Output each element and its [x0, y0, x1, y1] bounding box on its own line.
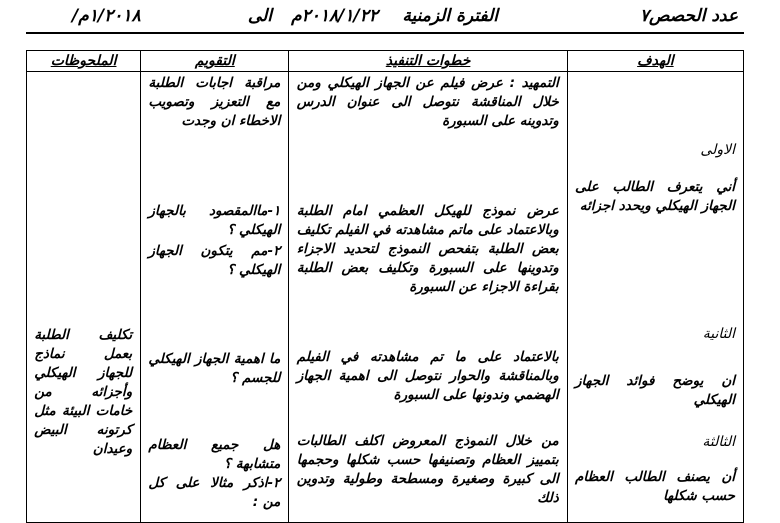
period-end: /١/٢٠١٨م — [72, 6, 141, 26]
eval-q1: ١-ماالمقصود بالجهاز الهيكلي ؟ — [148, 203, 281, 238]
period-start: ٢٠١٨/١/٢٢م — [291, 6, 378, 26]
goal-second-text: ان يوضح فوائد الجهاز الهيكلي — [575, 373, 735, 408]
table-row — [27, 72, 744, 523]
lesson-plan-table — [26, 50, 744, 523]
goal-first-label: الاولى — [700, 142, 735, 158]
step-benefits: بالاعتماد على ما تم مشاهدته في الفيلم وبالمناقشة والحوار نتوصل الى اهمية الجهاز الهضمي وندونها على السبورة — [296, 349, 559, 403]
goal-third-text: أن يصنف الطالب العظام حسب شكلها — [575, 469, 735, 504]
goal-cell — [567, 72, 743, 523]
eval-q4: هل جميع العظام متشابهة ؟ — [148, 437, 281, 472]
sessions-count: عدد الحصص٧ — [639, 6, 738, 26]
step-classify: من خلال النموذج المعروض اكلف الطالبات بتمييز العظام وتصنيفها حسب شكلها وحجمها الى كبيرة وصغيرة ومسطحة وطولية وتدوين ذلك — [296, 433, 559, 506]
step-model: عرض نموذج للهيكل العظمي امام الطلبة وبالاعتماد على ماتم مشاهدته في الفيلم تكليف بعض الطلبة بتفحص النموذج لتحديد الاجزاء وتدوينها على السبورة وتكليف بعض الطلبة بقراءة الاجزاء عن السبورة — [296, 203, 559, 295]
notes-text: تكليف الطلبة بعمل نماذج للجهاز الهيكلي وأجزائه من خامات البيئة مثل كرتونه البيض وعيدان — [34, 327, 133, 457]
step-intro: التمهيد : عرض فيلم عن الجهاز الهيكلي ومن خلال المناقشة نتوصل الى عنوان الدرس وتدوينه على السبورة — [296, 75, 559, 129]
period-label: الفترة الزمنية — [402, 6, 498, 26]
evaluation-cell — [141, 72, 289, 523]
eval-q5: ٢-اذكر مثالا على كل من : — [148, 475, 281, 510]
table-header-row — [27, 51, 744, 72]
goal-first-text: أني يتعرف الطالب على الجهاز الهيكلي ويحدد اجزائه — [575, 179, 735, 214]
header-underline — [26, 32, 744, 34]
evaluation-header: التقويم — [141, 51, 289, 72]
eval-q3: ما اهمية الجهاز الهيكلي للجسم ؟ — [148, 351, 281, 386]
steps-header: خطوات التنفيذ — [289, 51, 567, 72]
goal-third-label: الثالثة — [702, 434, 735, 450]
eval-q2: ٢-مم يتكون الجهاز الهيكلي ؟ — [148, 243, 281, 278]
to-label: الى — [247, 6, 272, 26]
notes-header: الملحوظات — [27, 51, 141, 72]
notes-cell — [27, 72, 141, 523]
steps-cell — [289, 72, 567, 523]
goal-second-label: الثانية — [702, 326, 735, 342]
goal-header: الهدف — [567, 51, 743, 72]
eval-observe: مراقبة اجابات الطلبة مع التعزيز وتصويب الاخطاء ان وجدت — [148, 75, 281, 129]
